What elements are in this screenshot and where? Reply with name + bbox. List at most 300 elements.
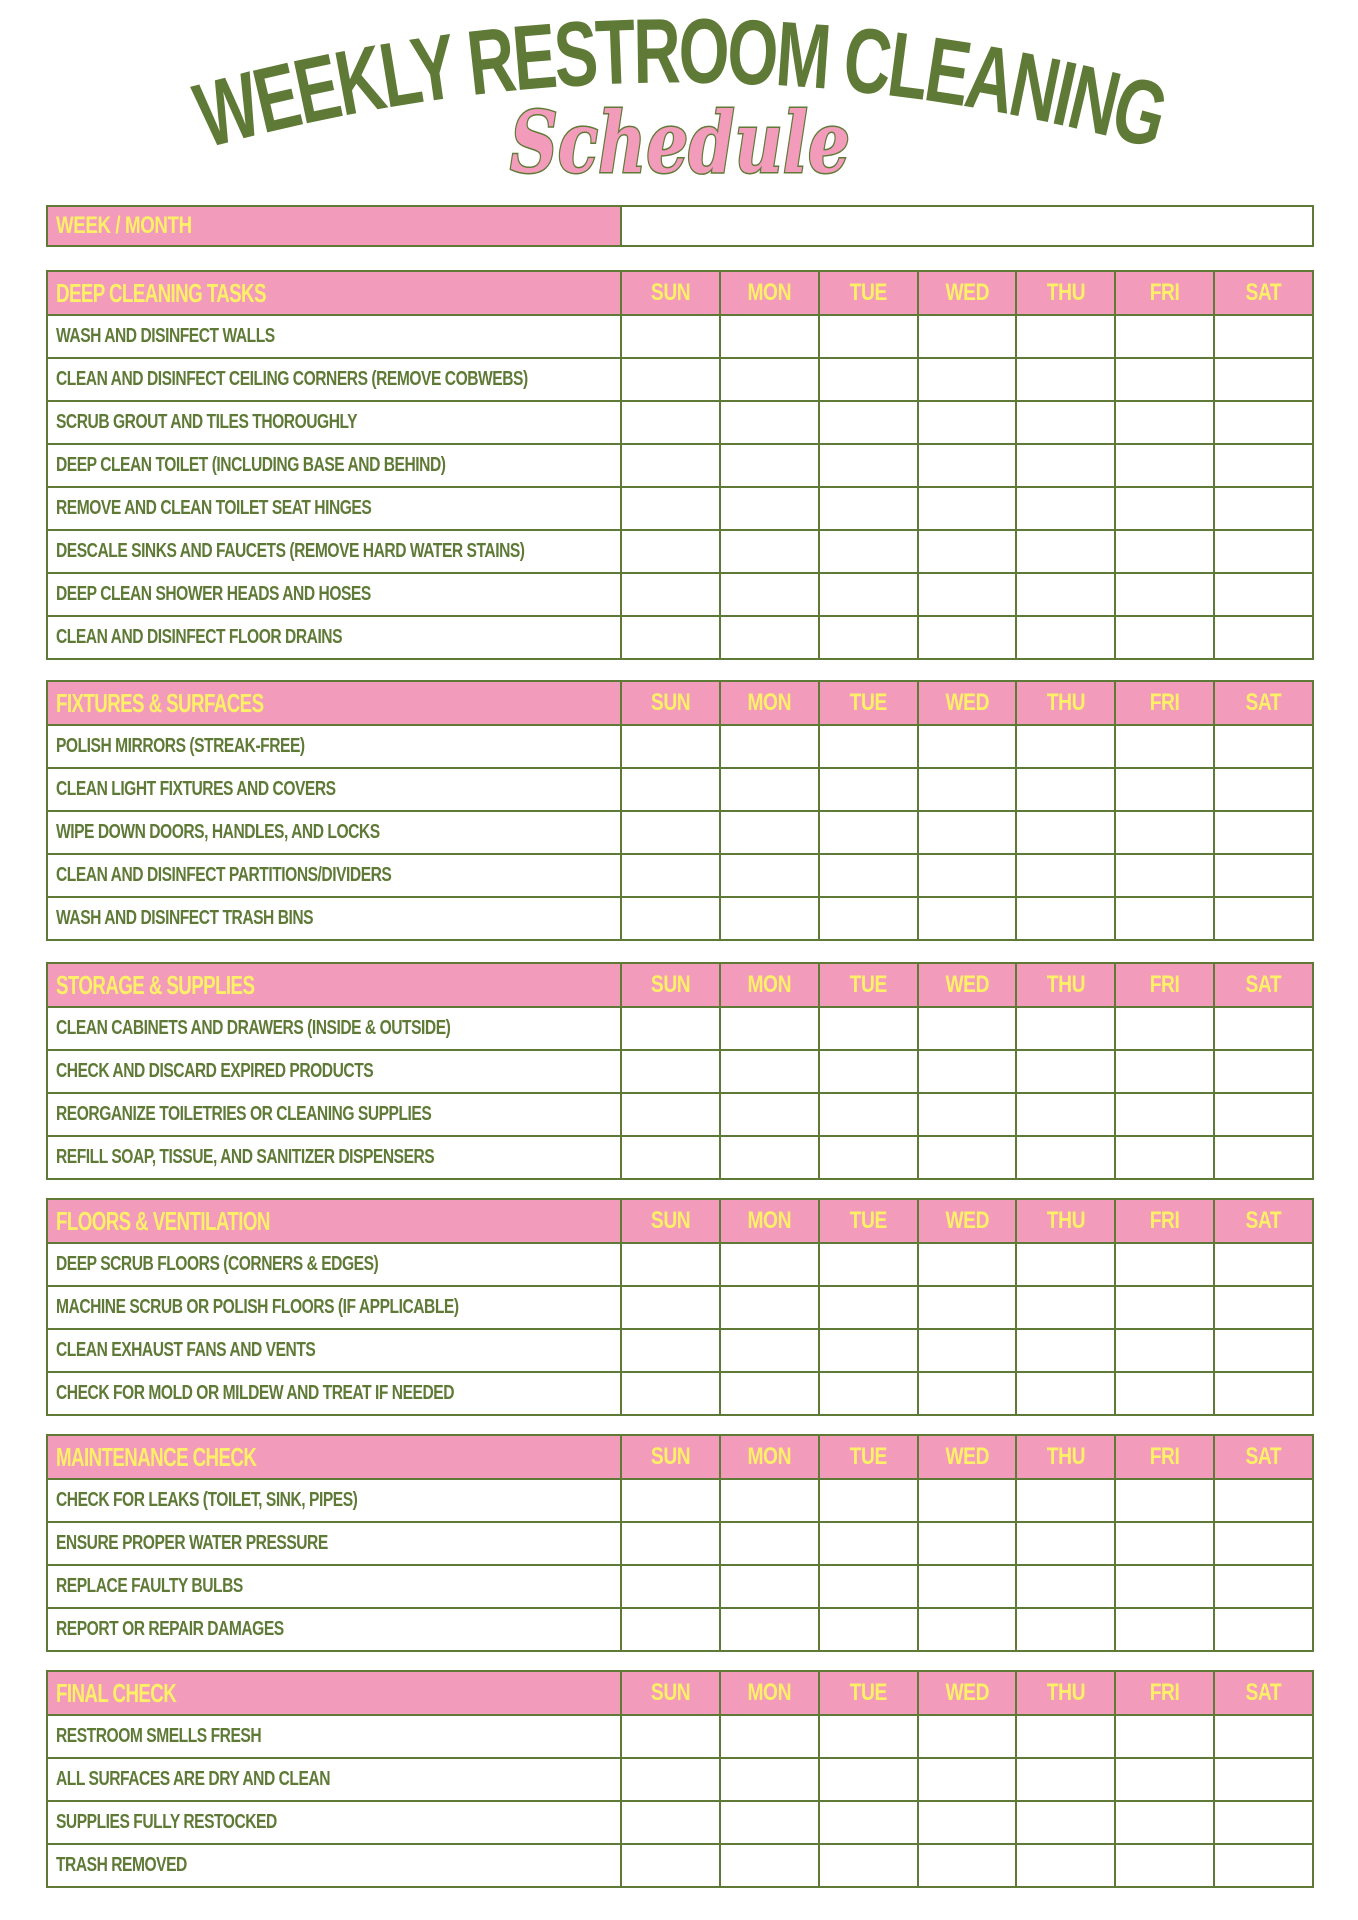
task-label: CHECK FOR MOLD OR MILDEW AND TREAT IF NEEDED: [48, 1373, 622, 1414]
check-cell-mon[interactable]: [721, 1330, 820, 1371]
task-label: DESCALE SINKS AND FAUCETS (REMOVE HARD WATER STAINS): [48, 531, 622, 572]
check-cell-tue[interactable]: [820, 1330, 919, 1371]
task-label: SUPPLIES FULLY RESTOCKED: [48, 1802, 622, 1843]
task-row: [48, 486, 1312, 529]
check-cell-wed[interactable]: [919, 855, 1018, 896]
day-header-thu: THU: [1017, 1436, 1116, 1478]
check-cell-wed[interactable]: [919, 1094, 1018, 1135]
check-cell-sun[interactable]: [622, 1523, 721, 1564]
task-label: MACHINE SCRUB OR POLISH FLOORS (IF APPLICABLE): [48, 1287, 622, 1328]
check-cell-wed[interactable]: [919, 1566, 1018, 1607]
check-cell-sun[interactable]: [622, 898, 721, 939]
check-cell-sun[interactable]: [622, 1609, 721, 1650]
check-cell-fri[interactable]: [1116, 1244, 1215, 1285]
check-cell-sun[interactable]: [622, 316, 721, 357]
check-cell-thu[interactable]: [1017, 402, 1116, 443]
day-header-fri: FRI: [1116, 272, 1215, 314]
task-label: SCRUB GROUT AND TILES THOROUGHLY: [48, 402, 622, 443]
section-header: [48, 1436, 1312, 1478]
check-cell-fri[interactable]: [1116, 1287, 1215, 1328]
check-cell-sat[interactable]: [1215, 1566, 1312, 1607]
check-cell-sat[interactable]: [1215, 617, 1312, 658]
check-cell-sat[interactable]: [1215, 726, 1312, 767]
task-label: DEEP SCRUB FLOORS (CORNERS & EDGES): [48, 1244, 622, 1285]
day-header-thu: THU: [1017, 964, 1116, 1006]
check-cell-fri[interactable]: [1116, 1802, 1215, 1843]
section-title: FINAL CHECK: [48, 1672, 622, 1714]
day-header-sun: SUN: [622, 964, 721, 1006]
task-row: [48, 529, 1312, 572]
check-cell-fri[interactable]: [1116, 316, 1215, 357]
check-cell-thu[interactable]: [1017, 1609, 1116, 1650]
check-cell-wed[interactable]: [919, 1330, 1018, 1371]
check-cell-sun[interactable]: [622, 1373, 721, 1414]
day-header-thu: THU: [1017, 682, 1116, 724]
check-cell-wed[interactable]: [919, 1845, 1018, 1886]
task-row: [48, 853, 1312, 896]
task-label: WASH AND DISINFECT TRASH BINS: [48, 898, 622, 939]
check-cell-thu[interactable]: [1017, 1480, 1116, 1521]
check-cell-mon[interactable]: [721, 1244, 820, 1285]
check-cell-mon[interactable]: [721, 1051, 820, 1092]
check-cell-thu[interactable]: [1017, 1330, 1116, 1371]
section-title: FLOORS & VENTILATION: [48, 1200, 622, 1242]
day-header-thu: THU: [1017, 1672, 1116, 1714]
check-cell-thu[interactable]: [1017, 617, 1116, 658]
day-header-sat: SAT: [1245, 279, 1282, 306]
check-cell-sun[interactable]: [622, 1480, 721, 1521]
task-label: CHECK FOR LEAKS (TOILET, SINK, PIPES): [48, 1480, 622, 1521]
check-cell-fri[interactable]: [1116, 445, 1215, 486]
check-cell-tue[interactable]: [820, 1051, 919, 1092]
check-cell-fri[interactable]: [1116, 1330, 1215, 1371]
check-cell-sat[interactable]: [1215, 1008, 1312, 1049]
check-cell-thu[interactable]: [1017, 1373, 1116, 1414]
check-cell-sat[interactable]: [1215, 488, 1312, 529]
task-label: CLEAN AND DISINFECT PARTITIONS/DIVIDERS: [48, 855, 622, 896]
task-row: [48, 1757, 1312, 1800]
check-cell-thu[interactable]: [1017, 359, 1116, 400]
check-cell-thu[interactable]: [1017, 1845, 1116, 1886]
check-cell-wed[interactable]: [919, 617, 1018, 658]
check-cell-sun[interactable]: [622, 359, 721, 400]
check-cell-wed[interactable]: [919, 531, 1018, 572]
check-cell-mon[interactable]: [721, 1523, 820, 1564]
check-cell-sun[interactable]: [622, 726, 721, 767]
check-cell-tue[interactable]: [820, 812, 919, 853]
day-header-mon: MON: [721, 964, 820, 1006]
check-cell-mon[interactable]: [721, 812, 820, 853]
check-cell-wed[interactable]: [919, 1287, 1018, 1328]
check-cell-fri[interactable]: [1116, 1609, 1215, 1650]
check-cell-tue[interactable]: [820, 855, 919, 896]
check-cell-wed[interactable]: [919, 812, 1018, 853]
day-header-sat: SAT: [1245, 1207, 1282, 1234]
check-cell-mon[interactable]: [721, 531, 820, 572]
check-cell-sat[interactable]: [1215, 1287, 1312, 1328]
check-cell-sun[interactable]: [622, 769, 721, 810]
check-cell-mon[interactable]: [721, 1480, 820, 1521]
check-cell-sat[interactable]: [1215, 812, 1312, 853]
section-floors-ventilation: [46, 1198, 1314, 1416]
check-cell-wed[interactable]: [919, 769, 1018, 810]
check-cell-mon[interactable]: [721, 1137, 820, 1178]
check-cell-wed[interactable]: [919, 726, 1018, 767]
check-cell-tue[interactable]: [820, 488, 919, 529]
week-month-label: WEEK / MONTH: [48, 207, 622, 245]
check-cell-mon[interactable]: [721, 1609, 820, 1650]
check-cell-wed[interactable]: [919, 316, 1018, 357]
check-cell-thu[interactable]: [1017, 574, 1116, 615]
check-cell-sun[interactable]: [622, 1244, 721, 1285]
task-row: [48, 1371, 1312, 1414]
check-cell-sat[interactable]: [1215, 359, 1312, 400]
day-header-tue: TUE: [820, 964, 919, 1006]
check-cell-sat[interactable]: [1215, 1480, 1312, 1521]
section-final-check: [46, 1670, 1314, 1888]
check-cell-sun[interactable]: [622, 1845, 721, 1886]
check-cell-sun[interactable]: [622, 488, 721, 529]
check-cell-thu[interactable]: [1017, 1759, 1116, 1800]
check-cell-tue[interactable]: [820, 1759, 919, 1800]
check-cell-sun[interactable]: [622, 402, 721, 443]
check-cell-mon[interactable]: [721, 1845, 820, 1886]
check-cell-wed[interactable]: [919, 1716, 1018, 1757]
week-month-row: [46, 205, 1314, 247]
section-deep-cleaning-tasks: [46, 270, 1314, 660]
check-cell-thu[interactable]: [1017, 531, 1116, 572]
task-row: [48, 1478, 1312, 1521]
check-cell-fri[interactable]: [1116, 1566, 1215, 1607]
day-header-thu: THU: [1017, 1200, 1116, 1242]
check-cell-sun[interactable]: [622, 445, 721, 486]
check-cell-tue[interactable]: [820, 1566, 919, 1607]
check-cell-tue[interactable]: [820, 1845, 919, 1886]
check-cell-wed[interactable]: [919, 488, 1018, 529]
day-header-fri: FRI: [1116, 682, 1215, 724]
check-cell-sat[interactable]: [1215, 1716, 1312, 1757]
check-cell-wed[interactable]: [919, 445, 1018, 486]
check-cell-sun[interactable]: [622, 617, 721, 658]
section-title: MAINTENANCE CHECK: [48, 1436, 622, 1478]
check-cell-sat[interactable]: [1215, 1523, 1312, 1564]
check-cell-mon[interactable]: [721, 488, 820, 529]
day-header-tue: TUE: [820, 682, 919, 724]
check-cell-sat[interactable]: [1215, 769, 1312, 810]
check-cell-mon[interactable]: [721, 769, 820, 810]
check-cell-fri[interactable]: [1116, 1008, 1215, 1049]
check-cell-fri[interactable]: [1116, 1094, 1215, 1135]
check-cell-mon[interactable]: [721, 316, 820, 357]
check-cell-sun[interactable]: [622, 1330, 721, 1371]
check-cell-mon[interactable]: [721, 1094, 820, 1135]
task-label: REFILL SOAP, TISSUE, AND SANITIZER DISPENSERS: [48, 1137, 622, 1178]
check-cell-fri[interactable]: [1116, 488, 1215, 529]
check-cell-sun[interactable]: [622, 531, 721, 572]
section-storage-supplies: [46, 962, 1314, 1180]
check-cell-tue[interactable]: [820, 1373, 919, 1414]
check-cell-fri[interactable]: [1116, 574, 1215, 615]
check-cell-sat[interactable]: [1215, 574, 1312, 615]
check-cell-wed[interactable]: [919, 1759, 1018, 1800]
check-cell-wed[interactable]: [919, 1137, 1018, 1178]
check-cell-sat[interactable]: [1215, 1759, 1312, 1800]
task-row: [48, 572, 1312, 615]
day-header-sun: SUN: [622, 272, 721, 314]
section-header: [48, 964, 1312, 1006]
task-label: DEEP CLEAN TOILET (INCLUDING BASE AND BEHIND): [48, 445, 622, 486]
day-header-sun: SUN: [622, 1672, 721, 1714]
check-cell-wed[interactable]: [919, 1008, 1018, 1049]
check-cell-tue[interactable]: [820, 445, 919, 486]
check-cell-fri[interactable]: [1116, 726, 1215, 767]
check-cell-sun[interactable]: [622, 1759, 721, 1800]
task-label: ALL SURFACES ARE DRY AND CLEAN: [48, 1759, 622, 1800]
task-label: CLEAN LIGHT FIXTURES AND COVERS: [48, 769, 622, 810]
task-row: [48, 810, 1312, 853]
task-row: [48, 1092, 1312, 1135]
check-cell-tue[interactable]: [820, 617, 919, 658]
check-cell-sat[interactable]: [1215, 1373, 1312, 1414]
day-header-fri: FRI: [1116, 1200, 1215, 1242]
check-cell-tue[interactable]: [820, 726, 919, 767]
check-cell-mon[interactable]: [721, 574, 820, 615]
day-header-wed: WED: [919, 1436, 1018, 1478]
check-cell-thu[interactable]: [1017, 1051, 1116, 1092]
check-cell-mon[interactable]: [721, 1802, 820, 1843]
task-row: [48, 615, 1312, 658]
day-header-fri: FRI: [1116, 1436, 1215, 1478]
section-fixtures-surfaces: [46, 680, 1314, 941]
task-label: ENSURE PROPER WATER PRESSURE: [48, 1523, 622, 1564]
check-cell-wed[interactable]: [919, 574, 1018, 615]
task-label: POLISH MIRRORS (STREAK-FREE): [48, 726, 622, 767]
check-cell-tue[interactable]: [820, 769, 919, 810]
check-cell-tue[interactable]: [820, 1523, 919, 1564]
day-header-mon: MON: [721, 1200, 820, 1242]
check-cell-fri[interactable]: [1116, 769, 1215, 810]
check-cell-sat[interactable]: [1215, 1330, 1312, 1371]
check-cell-sat[interactable]: [1215, 1094, 1312, 1135]
day-header-fri: FRI: [1116, 1672, 1215, 1714]
check-cell-mon[interactable]: [721, 855, 820, 896]
check-cell-fri[interactable]: [1116, 402, 1215, 443]
check-cell-fri[interactable]: [1116, 855, 1215, 896]
check-cell-sat[interactable]: [1215, 1051, 1312, 1092]
day-header-thu: THU: [1017, 272, 1116, 314]
section-maintenance-check: [46, 1434, 1314, 1652]
check-cell-tue[interactable]: [820, 316, 919, 357]
check-cell-fri[interactable]: [1116, 812, 1215, 853]
section-header: [48, 1672, 1312, 1714]
check-cell-thu[interactable]: [1017, 316, 1116, 357]
check-cell-tue[interactable]: [820, 574, 919, 615]
check-cell-tue[interactable]: [820, 1609, 919, 1650]
check-cell-tue[interactable]: [820, 1008, 919, 1049]
title-graphic: [0, 0, 1358, 200]
check-cell-fri[interactable]: [1116, 1523, 1215, 1564]
task-row: [48, 443, 1312, 486]
check-cell-wed[interactable]: [919, 402, 1018, 443]
task-label: REPLACE FAULTY BULBS: [48, 1566, 622, 1607]
check-cell-sun[interactable]: [622, 1802, 721, 1843]
check-cell-sun[interactable]: [622, 1051, 721, 1092]
task-label: CLEAN CABINETS AND DRAWERS (INSIDE & OUTSIDE): [48, 1008, 622, 1049]
check-cell-mon[interactable]: [721, 402, 820, 443]
check-cell-wed[interactable]: [919, 1051, 1018, 1092]
check-cell-mon[interactable]: [721, 445, 820, 486]
check-cell-sun[interactable]: [622, 1566, 721, 1607]
check-cell-fri[interactable]: [1116, 531, 1215, 572]
check-cell-tue[interactable]: [820, 1480, 919, 1521]
check-cell-thu[interactable]: [1017, 1523, 1116, 1564]
check-cell-thu[interactable]: [1017, 898, 1116, 939]
task-label: WASH AND DISINFECT WALLS: [48, 316, 622, 357]
section-header: [48, 1200, 1312, 1242]
check-cell-sun[interactable]: [622, 1287, 721, 1328]
task-row: [48, 314, 1312, 357]
check-cell-mon[interactable]: [721, 1759, 820, 1800]
check-cell-wed[interactable]: [919, 1802, 1018, 1843]
check-cell-wed[interactable]: [919, 1373, 1018, 1414]
task-row: [48, 767, 1312, 810]
check-cell-tue[interactable]: [820, 1802, 919, 1843]
task-row: [48, 1049, 1312, 1092]
check-cell-wed[interactable]: [919, 1523, 1018, 1564]
check-cell-wed[interactable]: [919, 1244, 1018, 1285]
check-cell-thu[interactable]: [1017, 726, 1116, 767]
check-cell-mon[interactable]: [721, 1373, 820, 1414]
check-cell-mon[interactable]: [721, 1287, 820, 1328]
check-cell-mon[interactable]: [721, 617, 820, 658]
day-header-mon: MON: [721, 1436, 820, 1478]
check-cell-tue[interactable]: [820, 531, 919, 572]
title-script: Schedule: [510, 93, 850, 192]
check-cell-tue[interactable]: [820, 1716, 919, 1757]
check-cell-fri[interactable]: [1116, 1480, 1215, 1521]
section-title: FIXTURES & SURFACES: [48, 682, 622, 724]
check-cell-fri[interactable]: [1116, 1373, 1215, 1414]
check-cell-sun[interactable]: [622, 1716, 721, 1757]
day-header-sun: SUN: [622, 1200, 721, 1242]
check-cell-thu[interactable]: [1017, 1566, 1116, 1607]
check-cell-sat[interactable]: [1215, 1609, 1312, 1650]
check-cell-thu[interactable]: [1017, 855, 1116, 896]
check-cell-sat[interactable]: [1215, 402, 1312, 443]
check-cell-sat[interactable]: [1215, 1845, 1312, 1886]
task-label: TRASH REMOVED: [48, 1845, 622, 1886]
check-cell-thu[interactable]: [1017, 1137, 1116, 1178]
check-cell-wed[interactable]: [919, 898, 1018, 939]
check-cell-thu[interactable]: [1017, 1094, 1116, 1135]
check-cell-mon[interactable]: [721, 1716, 820, 1757]
task-label: REPORT OR REPAIR DAMAGES: [48, 1609, 622, 1650]
check-cell-fri[interactable]: [1116, 1716, 1215, 1757]
day-header-sun: SUN: [622, 682, 721, 724]
check-cell-tue[interactable]: [820, 898, 919, 939]
check-cell-sun[interactable]: [622, 1094, 721, 1135]
day-header-wed: WED: [919, 682, 1018, 724]
check-cell-mon[interactable]: [721, 1008, 820, 1049]
check-cell-fri[interactable]: [1116, 1759, 1215, 1800]
check-cell-sat[interactable]: [1215, 855, 1312, 896]
check-cell-thu[interactable]: [1017, 1287, 1116, 1328]
check-cell-sat[interactable]: [1215, 898, 1312, 939]
check-cell-tue[interactable]: [820, 1137, 919, 1178]
day-header-mon: MON: [721, 1672, 820, 1714]
check-cell-sat[interactable]: [1215, 1137, 1312, 1178]
check-cell-sat[interactable]: [1215, 1244, 1312, 1285]
task-label: WIPE DOWN DOORS, HANDLES, AND LOCKS: [48, 812, 622, 853]
check-cell-sat[interactable]: [1215, 445, 1312, 486]
check-cell-fri[interactable]: [1116, 617, 1215, 658]
check-cell-tue[interactable]: [820, 1094, 919, 1135]
check-cell-tue[interactable]: [820, 359, 919, 400]
check-cell-tue[interactable]: [820, 1287, 919, 1328]
check-cell-mon[interactable]: [721, 726, 820, 767]
check-cell-fri[interactable]: [1116, 1051, 1215, 1092]
check-cell-mon[interactable]: [721, 1566, 820, 1607]
check-cell-wed[interactable]: [919, 1609, 1018, 1650]
check-cell-fri[interactable]: [1116, 898, 1215, 939]
check-cell-tue[interactable]: [820, 402, 919, 443]
check-cell-sun[interactable]: [622, 1008, 721, 1049]
check-cell-fri[interactable]: [1116, 1137, 1215, 1178]
day-header-fri: FRI: [1116, 964, 1215, 1006]
check-cell-thu[interactable]: [1017, 1244, 1116, 1285]
check-cell-thu[interactable]: [1017, 812, 1116, 853]
check-cell-sat[interactable]: [1215, 316, 1312, 357]
check-cell-sun[interactable]: [622, 1137, 721, 1178]
check-cell-tue[interactable]: [820, 1244, 919, 1285]
check-cell-mon[interactable]: [721, 898, 820, 939]
check-cell-thu[interactable]: [1017, 488, 1116, 529]
check-cell-sun[interactable]: [622, 855, 721, 896]
task-row: [48, 400, 1312, 443]
section-header: [48, 682, 1312, 724]
check-cell-sat[interactable]: [1215, 531, 1312, 572]
check-cell-mon[interactable]: [721, 359, 820, 400]
check-cell-fri[interactable]: [1116, 1845, 1215, 1886]
check-cell-sun[interactable]: [622, 812, 721, 853]
task-label: CLEAN AND DISINFECT CEILING CORNERS (REMOVE COBWEBS): [48, 359, 622, 400]
day-header-tue: TUE: [820, 1672, 919, 1714]
check-cell-thu[interactable]: [1017, 769, 1116, 810]
check-cell-thu[interactable]: [1017, 1008, 1116, 1049]
task-row: [48, 1242, 1312, 1285]
task-row: [48, 724, 1312, 767]
check-cell-sat[interactable]: [1215, 1802, 1312, 1843]
task-row: [48, 1714, 1312, 1757]
task-row: [48, 1564, 1312, 1607]
check-cell-thu[interactable]: [1017, 1716, 1116, 1757]
task-row: [48, 1843, 1312, 1886]
check-cell-wed[interactable]: [919, 359, 1018, 400]
day-header-mon: MON: [721, 272, 820, 314]
task-label: REORGANIZE TOILETRIES OR CLEANING SUPPLIES: [48, 1094, 622, 1135]
week-month-field[interactable]: [622, 207, 1312, 245]
task-label: CLEAN EXHAUST FANS AND VENTS: [48, 1330, 622, 1371]
day-header-sat: SAT: [1245, 1443, 1282, 1470]
check-cell-fri[interactable]: [1116, 359, 1215, 400]
check-cell-sun[interactable]: [622, 574, 721, 615]
task-row: [48, 1328, 1312, 1371]
check-cell-thu[interactable]: [1017, 445, 1116, 486]
task-row: [48, 1285, 1312, 1328]
day-header-sun: SUN: [622, 1436, 721, 1478]
check-cell-thu[interactable]: [1017, 1802, 1116, 1843]
check-cell-wed[interactable]: [919, 1480, 1018, 1521]
